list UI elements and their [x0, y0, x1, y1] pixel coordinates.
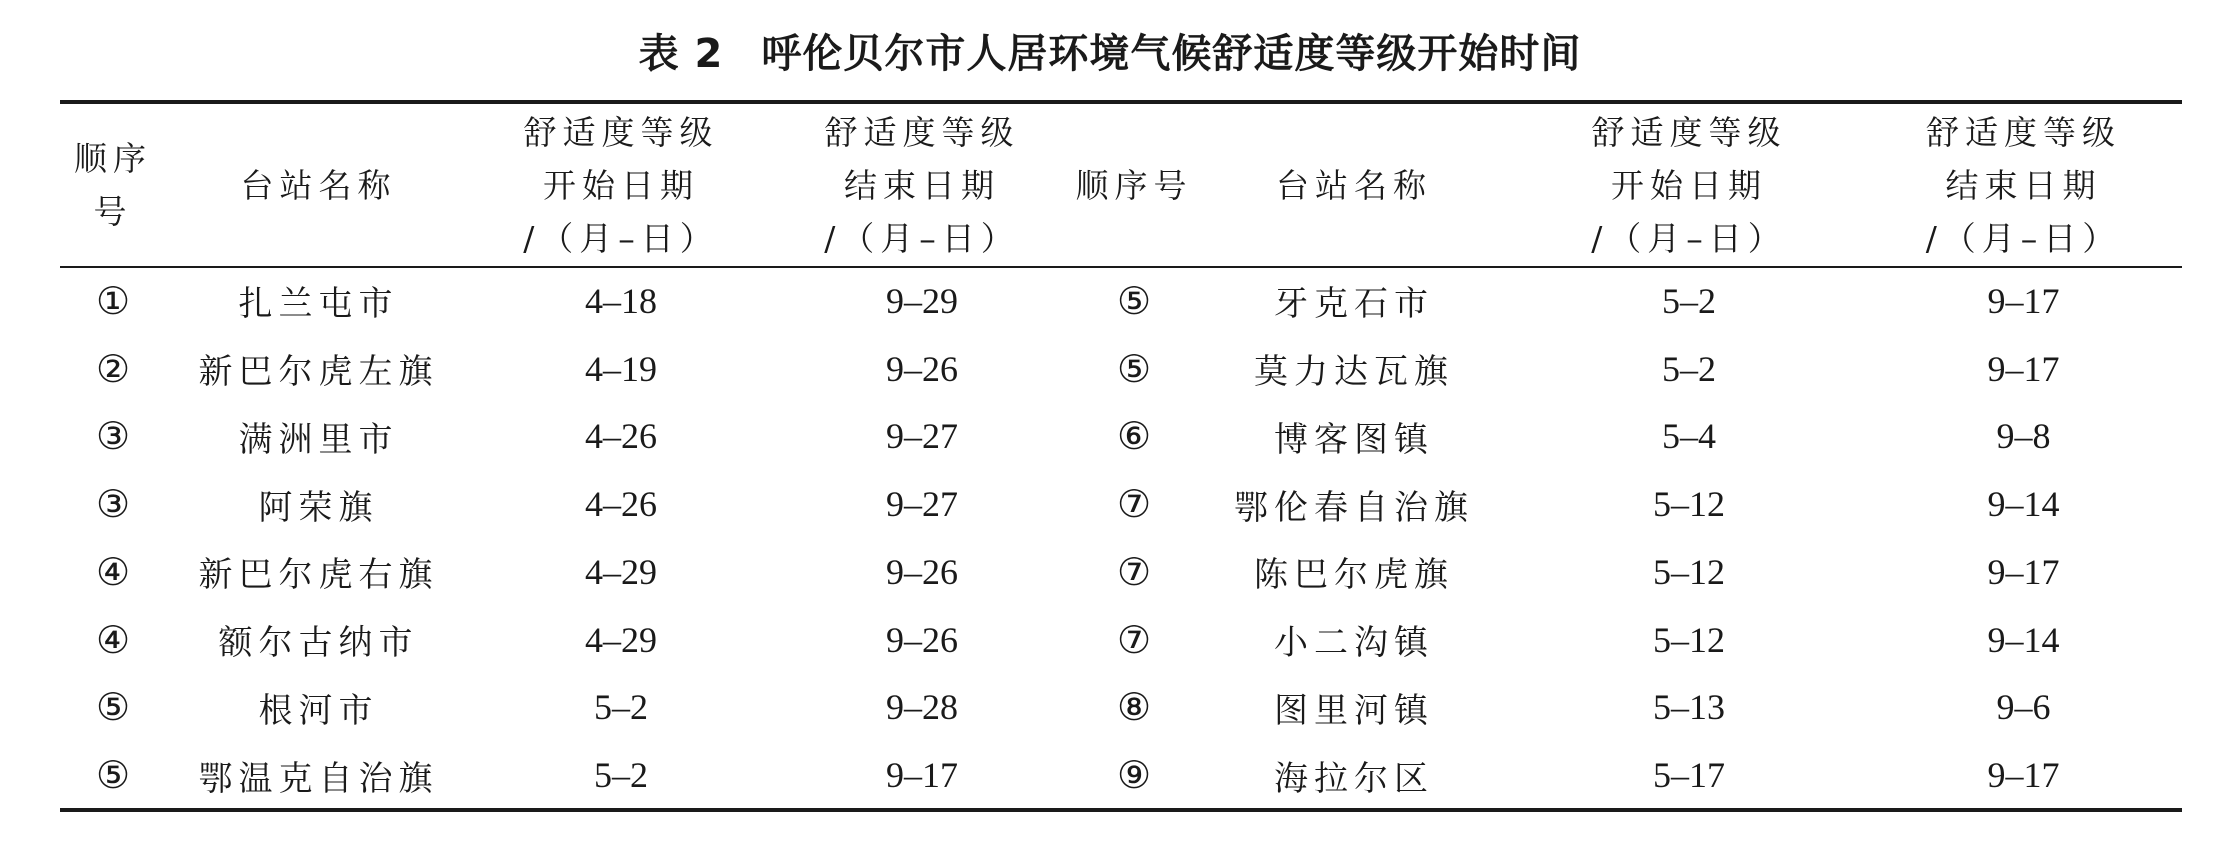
table-row [60, 402, 2182, 470]
end-date-right: 9–6 [1996, 687, 2051, 728]
start-date-right: 5–17 [1653, 755, 1725, 796]
end-date-right: 9–14 [1987, 619, 2060, 660]
seq-left: ① [95, 278, 131, 323]
header-end-left [771, 104, 1073, 266]
end-date-left: 9–29 [886, 280, 958, 321]
table-row [60, 605, 2182, 673]
header-row [60, 104, 2182, 266]
seq-left: ⑤ [95, 685, 131, 730]
table-bottom-rule [60, 808, 2182, 812]
station-right: 陈巴尔虎旗 [1254, 555, 1454, 596]
end-date-left: 9–27 [886, 416, 958, 457]
start-date-right: 5–13 [1653, 687, 1725, 728]
table-row [60, 334, 2182, 402]
header-end-line2: 结束日期 [844, 165, 1000, 205]
table-row [60, 537, 2182, 605]
station-right: 海拉尔区 [1274, 758, 1434, 799]
header-start-line1: 舒适度等级 [523, 112, 719, 152]
header-start-line1: 舒适度等级 [1591, 112, 1787, 152]
start-date-left: 4–26 [585, 416, 657, 457]
start-date-right: 5–12 [1653, 484, 1725, 525]
seq-right: ⑥ [1116, 414, 1152, 459]
start-date-left: 5–2 [594, 755, 648, 796]
station-right: 博客图镇 [1274, 419, 1434, 460]
station-left: 鄂温克自治旗 [198, 758, 439, 799]
seq-left: ③ [95, 482, 131, 527]
end-date-right: 9–17 [1987, 280, 2060, 321]
header-end-right [1865, 104, 2182, 266]
start-date-left: 4–19 [585, 348, 657, 389]
station-right: 莫力达瓦旗 [1254, 352, 1454, 393]
start-date-left: 4–29 [585, 619, 657, 660]
start-date-right: 5–2 [1662, 280, 1716, 321]
station-left: 额尔古纳市 [218, 623, 419, 664]
table-row [60, 266, 2182, 334]
seq-right: ⑧ [1116, 685, 1152, 730]
header-end-line3: /（月–日） [824, 218, 1020, 258]
station-right: 图里河镇 [1274, 690, 1434, 731]
seq-left: ⑤ [95, 753, 131, 798]
station-left: 阿荣旗 [258, 487, 379, 528]
header-end-line3: /（月–日） [1925, 218, 2122, 258]
header-end-line1: 舒适度等级 [824, 112, 1020, 152]
header-start-right [1513, 104, 1865, 266]
seq-left: ④ [95, 617, 131, 662]
end-date-left: 9–26 [886, 551, 958, 592]
start-date-right: 5–12 [1653, 551, 1725, 592]
station-right: 牙克石市 [1274, 284, 1434, 325]
header-seq-right: 顺序号 [1075, 165, 1193, 205]
table-number: 表 2 [638, 31, 724, 77]
end-date-right: 9–17 [1987, 348, 2060, 389]
start-date-left: 4–29 [585, 551, 657, 592]
header-start-line2: 开始日期 [1611, 165, 1767, 205]
station-left: 满洲里市 [238, 419, 399, 460]
table-caption [0, 22, 2220, 79]
end-date-right: 9–17 [1987, 551, 2060, 592]
station-left: 根河市 [258, 690, 379, 731]
end-date-left: 9–26 [886, 619, 958, 660]
header-end-line1: 舒适度等级 [1926, 112, 2121, 152]
header-start-left [471, 104, 771, 266]
end-date-left: 9–26 [886, 348, 958, 389]
seq-right: ⑤ [1116, 346, 1152, 391]
header-station-left: 台站名称 [240, 165, 397, 205]
table-body [60, 266, 2182, 808]
header-start-line2: 开始日期 [543, 165, 699, 205]
seq-left: ④ [95, 549, 131, 594]
end-date-left: 9–17 [886, 755, 958, 796]
header-start-line3: /（月–日） [1591, 218, 1787, 258]
seq-right: ⑨ [1116, 753, 1152, 798]
end-date-left: 9–28 [886, 687, 958, 728]
seq-right: ⑦ [1116, 617, 1152, 662]
station-left: 扎兰屯市 [238, 284, 399, 325]
start-date-left: 5–2 [594, 687, 648, 728]
seq-right: ⑤ [1116, 278, 1152, 323]
start-date-right: 5–12 [1653, 619, 1725, 660]
table-header [60, 104, 2182, 266]
comfort-period-table [60, 104, 2182, 808]
table-row [60, 469, 2182, 537]
station-right: 小二沟镇 [1274, 623, 1434, 664]
start-date-left: 4–18 [585, 280, 657, 321]
header-seq-left: 顺序号 [74, 139, 152, 231]
start-date-left: 4–26 [585, 484, 657, 525]
station-left: 新巴尔虎左旗 [198, 352, 439, 393]
end-date-right: 9–17 [1987, 755, 2060, 796]
table-title: 呼伦贝尔市人居环境气候舒适度等级开始时间 [761, 31, 1582, 77]
table-row [60, 740, 2182, 808]
table-row [60, 673, 2182, 741]
station-right: 鄂伦春自治旗 [1234, 487, 1474, 528]
end-date-left: 9–27 [886, 484, 958, 525]
end-date-right: 9–14 [1987, 484, 2060, 525]
start-date-right: 5–2 [1662, 348, 1716, 389]
header-station-right: 台站名称 [1276, 165, 1432, 205]
header-end-line2: 结束日期 [1945, 165, 2102, 205]
header-start-line3: /（月–日） [523, 218, 719, 258]
seq-right: ⑦ [1116, 482, 1152, 527]
station-left: 新巴尔虎右旗 [198, 555, 439, 596]
start-date-right: 5–4 [1662, 416, 1716, 457]
seq-left: ② [95, 346, 131, 391]
seq-left: ③ [95, 414, 131, 459]
end-date-right: 9–8 [1996, 416, 2051, 457]
seq-right: ⑦ [1116, 549, 1152, 594]
